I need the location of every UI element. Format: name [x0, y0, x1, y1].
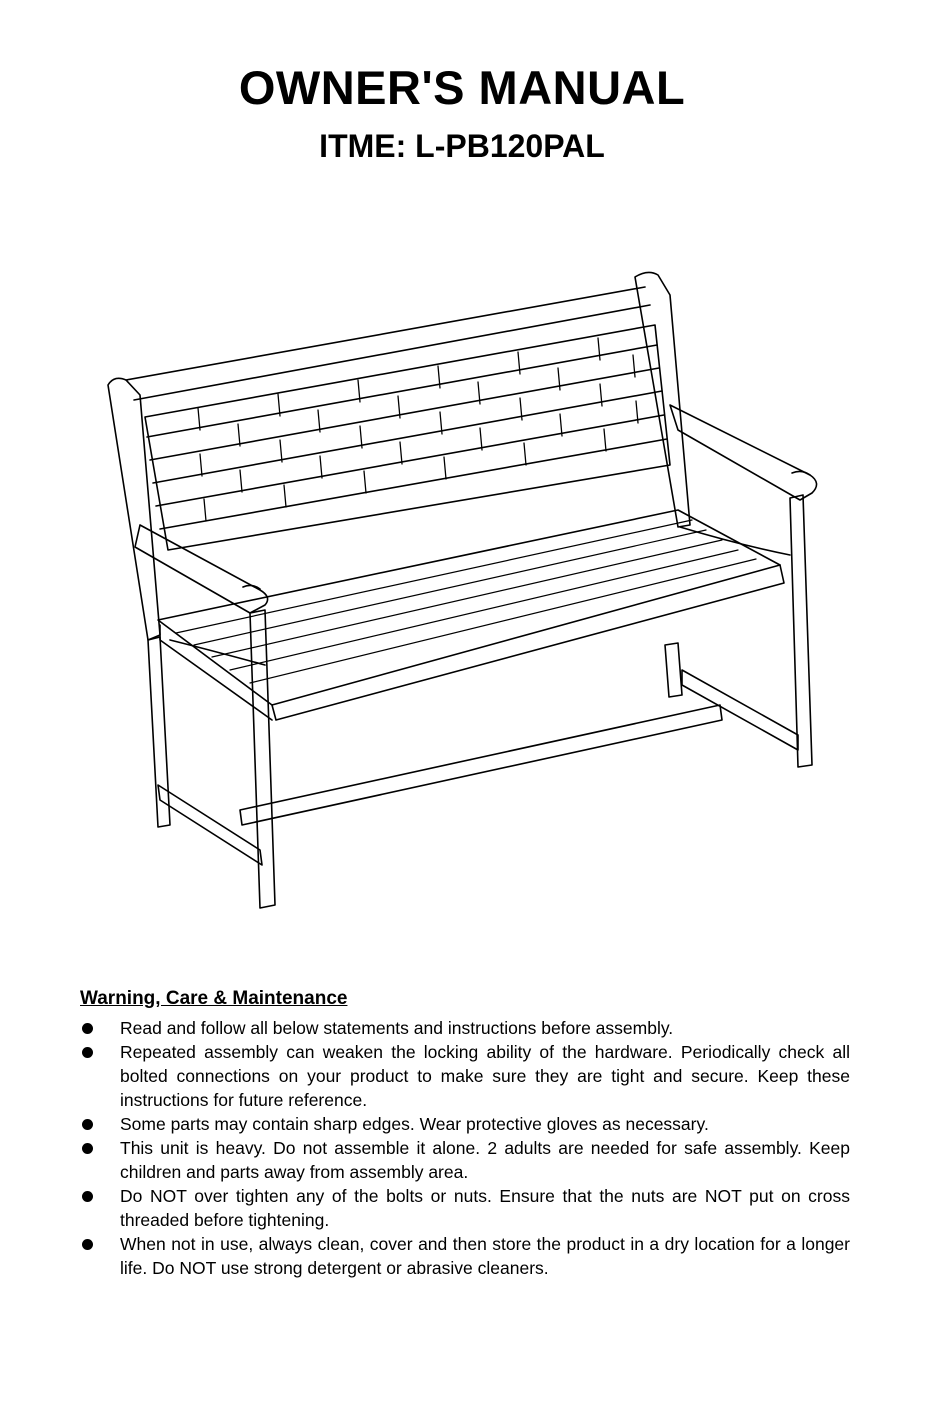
page-title: OWNER'S MANUAL: [238, 61, 686, 114]
list-item-text: Read and follow all below statements and instructions before assembly.: [120, 1018, 674, 1038]
list-item-text: Some parts may contain sharp edges. Wear protective gloves as necessary.: [120, 1114, 709, 1134]
list-item: [80, 1040, 850, 1112]
list-item: [80, 1232, 850, 1280]
list-item: [80, 1016, 850, 1040]
bench-drawing-icon: [100, 265, 830, 915]
list-item-text: This unit is heavy. Do not assemble it alone. 2 adults are needed for safe assembly. Keep children and parts away from assembly area.: [120, 1138, 850, 1182]
list-item-text: Do NOT over tighten any of the bolts or nuts. Ensure that the nuts are NOT put on cross threaded before tightening.: [120, 1186, 850, 1230]
bench-illustration: [100, 265, 830, 915]
warning-list: [80, 1016, 850, 1280]
list-item: [80, 1136, 850, 1184]
list-item: [80, 1184, 850, 1232]
warning-heading: Warning, Care & Maintenance: [80, 988, 348, 1009]
bullet-icon: [82, 1239, 93, 1250]
bullet-icon: [82, 1191, 93, 1202]
list-item: [80, 1112, 850, 1136]
bullet-icon: [82, 1119, 93, 1130]
bullet-icon: [82, 1023, 93, 1034]
warning-section: [80, 988, 850, 1280]
bullet-icon: [82, 1143, 93, 1154]
bullet-icon: [82, 1047, 93, 1058]
list-item-text: When not in use, always clean, cover and then store the product in a dry location for a longer life. Do NOT use strong detergent or abrasive cleaners.: [120, 1234, 850, 1278]
list-item-text: Repeated assembly can weaken the locking ability of the hardware. Periodically check all bolted connections on your product to make sure they are tight and secure. Keep these instructions for future reference.: [120, 1042, 850, 1110]
item-code: ITME: L-PB120PAL: [319, 128, 605, 164]
